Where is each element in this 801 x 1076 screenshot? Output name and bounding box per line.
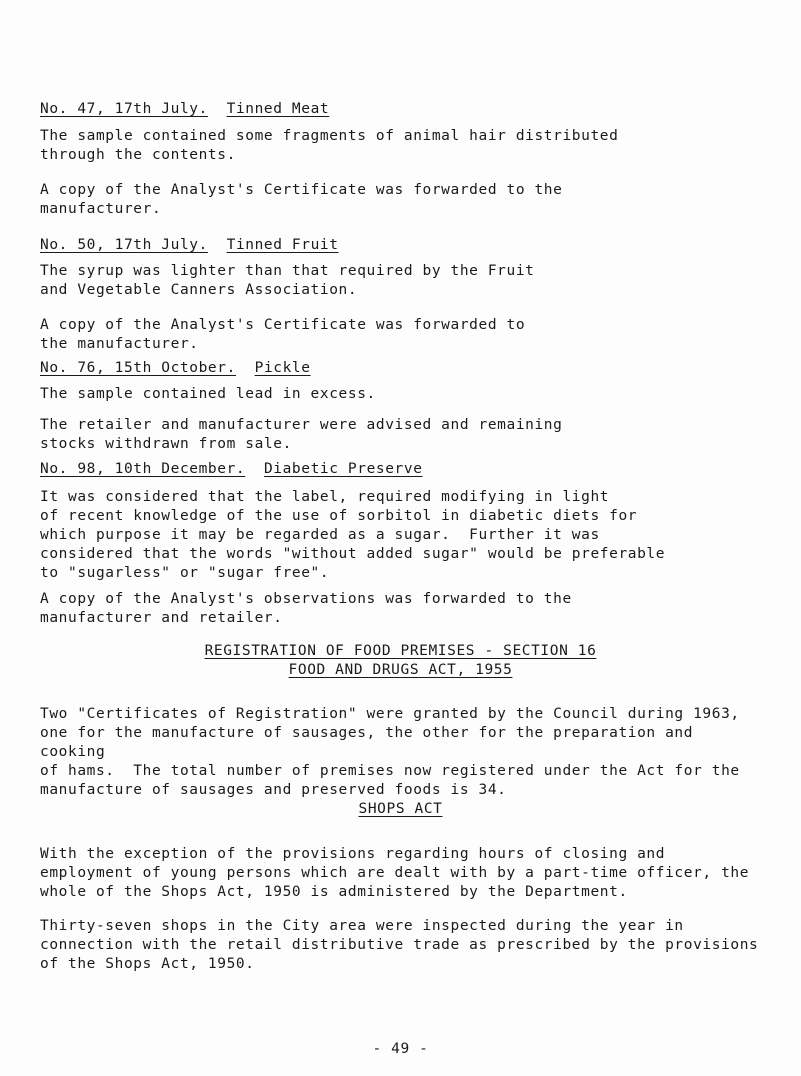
entry-paragraph: It was considered that the label, required modifying in light of recent knowledge of the use of sorbitol in diabetic diets for which purpose it may be regarded as a sugar. Further it was considered that the words "without added sugar" would be preferable to "sugarless" or "sugar free".: [40, 489, 666, 581]
entry-number: No. 50, 17th July.: [40, 237, 208, 253]
entry-paragraph: A copy of the Analyst's Certificate was forwarded to the manufacturer.: [40, 182, 563, 217]
entry-paragraph: A copy of the Analyst's Certificate was forwarded to the manufacturer.: [40, 317, 526, 352]
shops-paragraph: With the exception of the provisions regarding hours of closing and employment of young persons which are dealt with by a part-time officer, the whole of the Shops Act, 1950 is administered by the Department.: [40, 846, 750, 900]
registration-title-line1: REGISTRATION OF FOOD PREMISES - SECTION 16: [204, 643, 597, 659]
entry-paragraph: The syrup was lighter than that required by the Fruit and Vegetable Canners Association.: [40, 263, 535, 298]
entry-title: Pickle: [254, 360, 311, 376]
entry-number: No. 47, 17th July.: [40, 101, 208, 117]
entry-heading: [40, 359, 762, 378]
page-number: - 49 -: [372, 1041, 429, 1057]
entry-heading: [40, 460, 762, 479]
shops-title: SHOPS ACT: [358, 801, 443, 817]
entry-paragraph: The sample contained some fragments of animal hair distributed through the contents.: [40, 128, 619, 163]
entry-number: No. 76, 15th October.: [40, 360, 236, 376]
entry-paragraph: The retailer and manufacturer were advised and remaining stocks withdrawn from sale.: [40, 417, 563, 452]
entry-title: Diabetic Preserve: [263, 461, 423, 477]
entry-number: No. 98, 10th December.: [40, 461, 246, 477]
entry-paragraph: The sample contained lead in excess.: [40, 386, 376, 402]
registration-heading: [0, 642, 801, 661]
registration-paragraph: Two "Certificates of Registration" were granted by the Council during 1963, one for the manufacture of sausages, the other for the preparation and cooking of hams. The total number of premises now registered under the Act for the manufacture of sausages and preserved foods is 34.: [40, 706, 740, 798]
registration-subheading: [0, 661, 801, 680]
entry-heading: [40, 100, 762, 119]
registration-title-line2: FOOD AND DRUGS ACT, 1955: [288, 662, 513, 678]
entry-paragraph: A copy of the Analyst's observations was forwarded to the manufacturer and retailer.: [40, 591, 572, 626]
entry-heading: [40, 236, 762, 255]
entry-title: Tinned Fruit: [226, 237, 339, 253]
entry-title: Tinned Meat: [226, 101, 330, 117]
shops-heading: [0, 800, 801, 819]
shops-paragraph: Thirty-seven shops in the City area were inspected during the year in connection with the retail distributive trade as prescribed by the provisions of the Shops Act, 1950.: [40, 918, 759, 972]
